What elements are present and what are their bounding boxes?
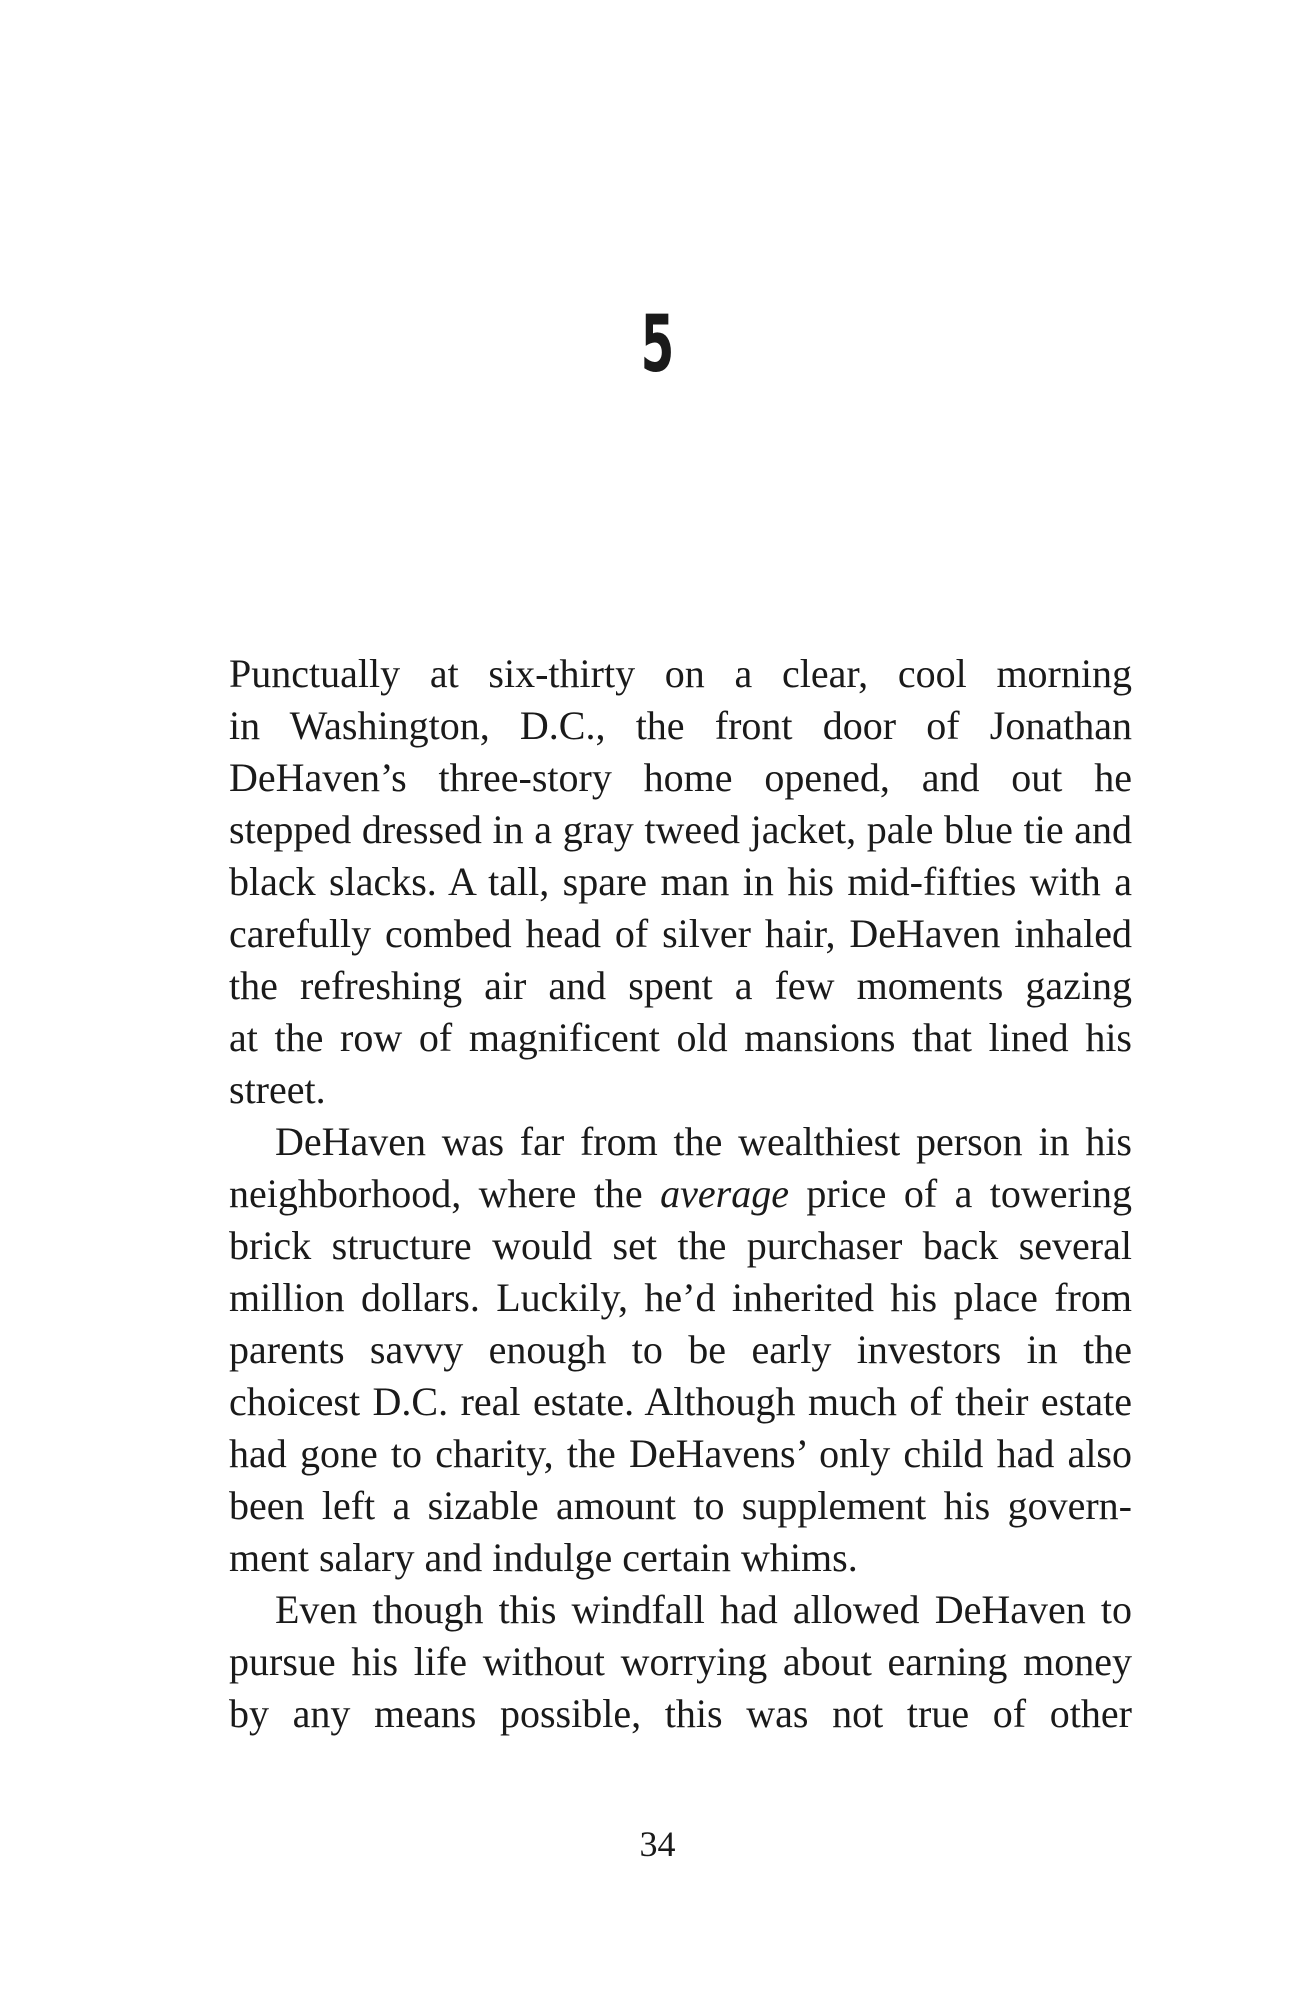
italic-word: average bbox=[660, 1171, 789, 1216]
body-text bbox=[229, 648, 1132, 1740]
paragraph-1 bbox=[229, 648, 1132, 1116]
text-line: by any means possible, this was not true of other bbox=[229, 1691, 1132, 1736]
page-number: 34 bbox=[639, 1824, 676, 1864]
text-line: been left a sizable amount to supplement his govern- bbox=[229, 1483, 1132, 1528]
text-line: at the row of magnificent old mansions that lined his bbox=[229, 1015, 1132, 1060]
text-segment: price of a towering bbox=[788, 1171, 1132, 1216]
paragraph-2 bbox=[229, 1116, 1132, 1584]
paragraph-3 bbox=[229, 1584, 1132, 1740]
text-line-with-italic bbox=[229, 1168, 1132, 1220]
text-line: DeHaven was far from the wealthiest person in his bbox=[275, 1119, 1132, 1164]
text-line: brick structure would set the purchaser back several bbox=[229, 1223, 1132, 1268]
text-line: Punctually at six-thirty on a clear, cool morning bbox=[229, 651, 1132, 696]
text-line: black slacks. A tall, spare man in his mid-fifties with a bbox=[229, 859, 1132, 904]
text-segment: neighborhood, where the bbox=[229, 1171, 661, 1216]
text-line: street. bbox=[229, 1067, 326, 1112]
text-line: million dollars. Luckily, he’d inherited his place from bbox=[229, 1275, 1132, 1320]
text-line: Even though this windfall had allowed DeHaven to bbox=[275, 1587, 1132, 1632]
text-line: parents savvy enough to be early investors in the bbox=[229, 1327, 1132, 1372]
text-line: choicest D.C. real estate. Although much of their estate bbox=[229, 1379, 1132, 1424]
text-line: in Washington, D.C., the front door of Jonathan bbox=[229, 703, 1132, 748]
text-line: ment salary and indulge certain whims. bbox=[229, 1535, 858, 1580]
text-line: carefully combed head of silver hair, DeHaven inhaled bbox=[229, 911, 1132, 956]
text-line: DeHaven’s three-story home opened, and out he bbox=[229, 755, 1132, 800]
chapter-number: 5 bbox=[640, 300, 675, 390]
text-line: the refreshing air and spent a few moments gazing bbox=[229, 963, 1132, 1008]
text-line: had gone to charity, the DeHavens’ only child had also bbox=[229, 1431, 1132, 1476]
text-line: stepped dressed in a gray tweed jacket, pale blue tie and bbox=[229, 807, 1132, 852]
text-line: pursue his life without worrying about earning money bbox=[229, 1639, 1132, 1684]
